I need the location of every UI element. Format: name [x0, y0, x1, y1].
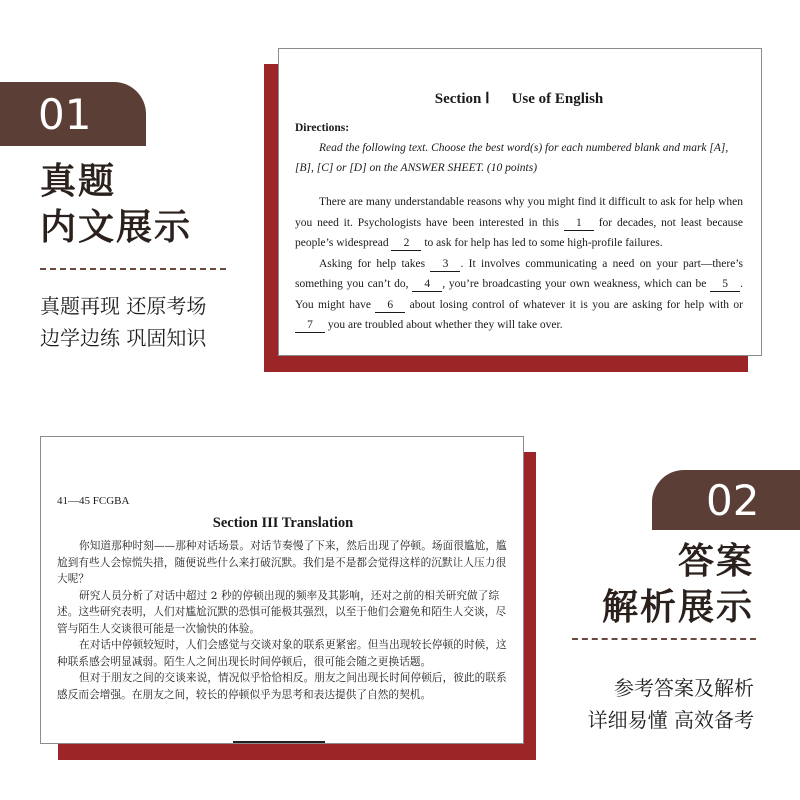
section-label: Section Ⅰ	[434, 91, 490, 107]
numbered-blank: 1	[564, 216, 594, 231]
heading-line: 内文展示	[40, 206, 193, 248]
subtitle-line: 真题再现 还原考场	[40, 294, 207, 318]
passage-text: Asking for help takes	[319, 257, 431, 270]
section-number-badge-01	[0, 82, 146, 146]
passage-paragraph	[295, 254, 743, 336]
translation-paragraph: 研究人员分析了对话中超过 2 秒的停顿出现的频率及其影响，还对之前的相关研究做了综述。这些研究表明，人们对尴尬沉默的恐惧可能极其强烈，以至于他们会避免和陌生人交谈，尽管与陌生人交谈很可能是一次愉快的体验。	[57, 589, 507, 635]
directions-label: Directions:	[295, 122, 350, 134]
passage-text: . It involves communicating a need on your part—there’s something you can’t do,	[295, 257, 743, 290]
subtitle-line: 详细易懂 高效备考	[587, 708, 754, 732]
subtitle-line: 边学边练 巩固知识	[40, 326, 207, 350]
section-heading-02	[602, 538, 754, 630]
passage-text: for decades, not least because people’s widespread	[295, 216, 743, 249]
passage-text: , you’re broadcasting your own weakness, which can be	[442, 278, 711, 290]
numbered-blank: 6	[375, 298, 405, 313]
passage-text: There are many understandable reasons why you might find it difficult to ask for help when you need it. Psychologists have been interested in this	[295, 196, 743, 229]
section-heading-01	[40, 158, 192, 250]
subtitle-line: 参考答案及解析	[614, 676, 754, 700]
section-number: 02	[706, 475, 760, 525]
passage-paragraph	[295, 192, 743, 254]
numbered-blank: 2	[391, 236, 421, 251]
passage-text: you are troubled about whether they will take over.	[325, 319, 563, 331]
section-number: 01	[38, 89, 92, 139]
answer-key: 41—45 FCGBA	[57, 495, 130, 507]
directions-text: Read the following text. Choose the best word(s) for each numbered blank and mark [A], [B], [C] or [D] on the ANSWER SHEET. (10 points)	[295, 142, 729, 174]
heading-line: 解析展示	[601, 586, 754, 628]
numbered-blank: 4	[412, 277, 442, 292]
section-number-badge-02	[652, 470, 800, 530]
translation-paragraph: 在对话中停顿较短时，人们会感觉与交谈对象的联系更紧密。但当出现较长停顿的时候，这种联系感会明显减弱。陌生人之间出现长时间停顿后，很可能会随之更换话题。	[57, 639, 507, 668]
numbered-blank: 5	[710, 277, 740, 292]
cropped-text-bar	[233, 741, 325, 744]
section-subtitle-02	[588, 672, 754, 736]
translation-section-title: Section III Translation	[212, 515, 354, 531]
section-subtitle-01	[40, 290, 206, 354]
passage-text: . You might have	[295, 278, 743, 311]
exam-paper-preview	[278, 48, 762, 356]
exam-section-title	[295, 89, 743, 108]
heading-line: 真题	[40, 160, 117, 202]
dashed-divider	[40, 268, 226, 270]
translation-paragraph: 你知道那种时刻——那种对话场景。对话节奏慢了下来，然后出现了停顿。场面很尴尬，尴尬到有些人会惊慌失措，随便说些什么来打破沉默。我们是不是都会觉得这样的沉默让人压力很大呢？	[57, 540, 507, 585]
numbered-blank: 7	[295, 318, 325, 333]
numbered-blank: 3	[430, 257, 460, 272]
heading-line: 答案	[677, 540, 754, 582]
section-name: Use of English	[511, 91, 604, 107]
passage-text: about losing control of whatever it is you are asking for help with or	[405, 298, 743, 311]
dashed-divider	[572, 638, 756, 640]
translation-paragraph: 但对于朋友之间的交谈来说，情况似乎恰恰相反。朋友之间出现长时间停顿后，彼此的联系感反而会增强。在朋友之间，较长的停顿似乎为思考和表达提供了自然的契机。	[57, 672, 507, 701]
answer-paper-preview	[40, 436, 524, 744]
passage-text: to ask for help has led to some high-profile failures.	[421, 237, 663, 249]
